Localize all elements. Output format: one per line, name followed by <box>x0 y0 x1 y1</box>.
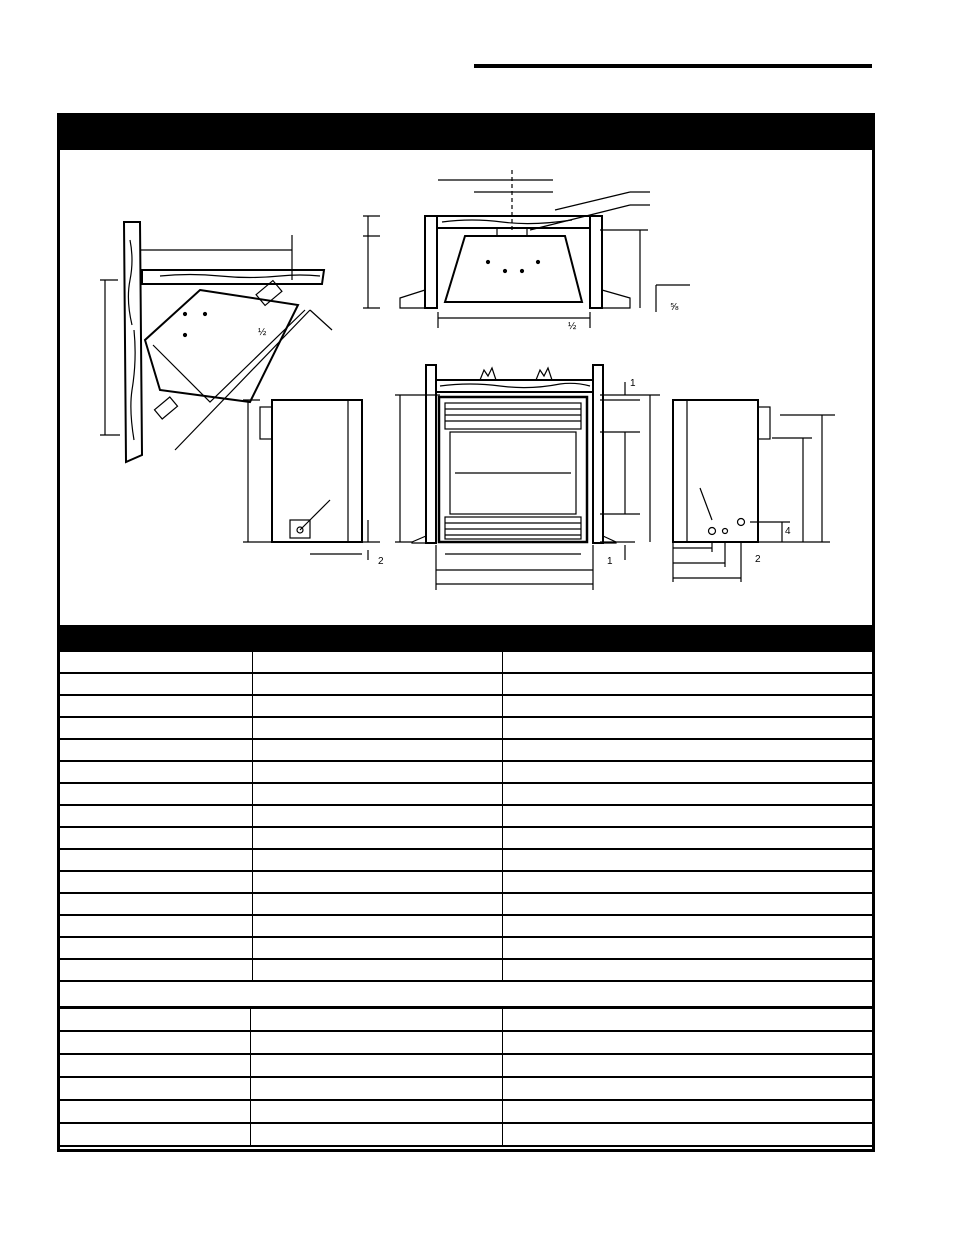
table-cell <box>502 871 872 893</box>
table-row <box>60 871 872 893</box>
table-cell <box>250 1054 502 1077</box>
title-bar <box>60 116 872 150</box>
table-cell <box>502 673 872 695</box>
table-cell <box>502 695 872 717</box>
table-row <box>60 761 872 783</box>
table-cell <box>502 827 872 849</box>
table-cell <box>60 761 252 783</box>
table-row <box>60 652 872 673</box>
front-louver-top <box>445 403 581 429</box>
top-five-eighths-label: ⅝ <box>670 302 679 313</box>
table-cell <box>60 673 252 695</box>
dimension-table-section-1 <box>60 652 872 982</box>
table-row <box>60 1054 872 1077</box>
table-cell <box>502 761 872 783</box>
table-cell <box>252 761 502 783</box>
front-left-stud <box>426 365 436 543</box>
front-one-bottom-label: 1 <box>607 556 613 567</box>
table-cell <box>60 739 252 761</box>
table-cell <box>502 805 872 827</box>
specification-frame <box>57 113 875 1152</box>
table-cell <box>252 805 502 827</box>
left-side-vent <box>260 407 272 439</box>
dimension-table-section-2 <box>60 1009 872 1147</box>
table-cell <box>250 1123 502 1146</box>
table-cell <box>502 783 872 805</box>
table-row <box>60 893 872 915</box>
dimension-diagram <box>60 150 872 625</box>
front-unit-body <box>439 397 587 542</box>
front-right-stud <box>593 365 603 543</box>
table-row <box>60 1100 872 1123</box>
corner-block-bottom <box>154 397 177 419</box>
left-side-view <box>243 400 380 560</box>
table-cell <box>60 937 252 959</box>
table-row <box>60 1031 872 1054</box>
table-row <box>60 937 872 959</box>
front-one-top-label: 1 <box>630 378 636 389</box>
table-cell <box>252 937 502 959</box>
left-side-two-label: 2 <box>378 556 384 567</box>
top-header <box>437 216 590 228</box>
corner-half-label: ½ <box>258 327 267 338</box>
table-cell <box>60 652 252 673</box>
table-row <box>60 739 872 761</box>
table-cell <box>502 1031 872 1054</box>
table-cell <box>60 783 252 805</box>
table-row <box>60 673 872 695</box>
table-cell <box>250 1100 502 1123</box>
table-cell <box>250 1009 502 1031</box>
table-row <box>60 805 872 827</box>
table-cell <box>502 717 872 739</box>
front-louver-bottom <box>445 517 581 539</box>
table-cell <box>60 805 252 827</box>
table-cell <box>252 827 502 849</box>
table-cell <box>502 1123 872 1146</box>
top-firebox <box>445 236 582 302</box>
table-cell <box>502 915 872 937</box>
table-row <box>60 1123 872 1146</box>
table-cell <box>60 827 252 849</box>
wall-stud-vertical <box>124 222 142 462</box>
right-side-body <box>673 400 758 542</box>
table-cell <box>60 1031 250 1054</box>
table-cell <box>502 1100 872 1123</box>
table-cell <box>60 1123 250 1146</box>
table-row <box>60 1009 872 1031</box>
table-cell <box>502 1077 872 1100</box>
table-cell <box>252 695 502 717</box>
table-cell <box>60 1100 250 1123</box>
top-half-label: ½ <box>568 321 577 332</box>
table-cell <box>252 673 502 695</box>
table-cell <box>502 937 872 959</box>
table-cell <box>252 717 502 739</box>
table-cell <box>252 893 502 915</box>
table-cell <box>250 1077 502 1100</box>
table-row <box>60 695 872 717</box>
table-cell <box>60 871 252 893</box>
table-cell <box>60 717 252 739</box>
table-row <box>60 849 872 871</box>
right-side-vent <box>758 407 770 439</box>
table-section-band <box>60 983 872 1009</box>
top-view <box>363 170 690 328</box>
table-cell <box>252 652 502 673</box>
table-title-bar <box>60 625 872 652</box>
table-cell <box>60 849 252 871</box>
table-cell <box>502 1054 872 1077</box>
table-cell <box>250 1031 502 1054</box>
corner-plan-view <box>100 222 332 462</box>
table-cell <box>252 959 502 981</box>
front-view <box>395 365 660 590</box>
table-cell <box>60 695 252 717</box>
table-cell <box>60 1054 250 1077</box>
table-cell <box>502 893 872 915</box>
table-cell <box>60 893 252 915</box>
table-row <box>60 959 872 981</box>
right-side-two-label: 2 <box>755 554 761 565</box>
table-cell <box>60 1077 250 1100</box>
table-row <box>60 717 872 739</box>
front-header <box>436 380 593 392</box>
table-cell <box>252 915 502 937</box>
table-cell <box>502 1009 872 1031</box>
table-cell <box>60 959 252 981</box>
table-row <box>60 827 872 849</box>
table-cell <box>502 652 872 673</box>
top-left-stud <box>425 216 437 308</box>
table-cell <box>252 849 502 871</box>
header-rule <box>474 64 872 68</box>
table-cell <box>252 871 502 893</box>
table-cell <box>502 959 872 981</box>
table-row <box>60 1077 872 1100</box>
right-side-view <box>673 400 835 582</box>
table-cell <box>60 915 252 937</box>
table-cell <box>252 739 502 761</box>
table-cell <box>252 783 502 805</box>
table-row <box>60 915 872 937</box>
table-row <box>60 783 872 805</box>
table-cell <box>502 849 872 871</box>
table-cell <box>502 739 872 761</box>
right-side-four-label: 4 <box>785 526 791 537</box>
table-cell <box>60 1009 250 1031</box>
